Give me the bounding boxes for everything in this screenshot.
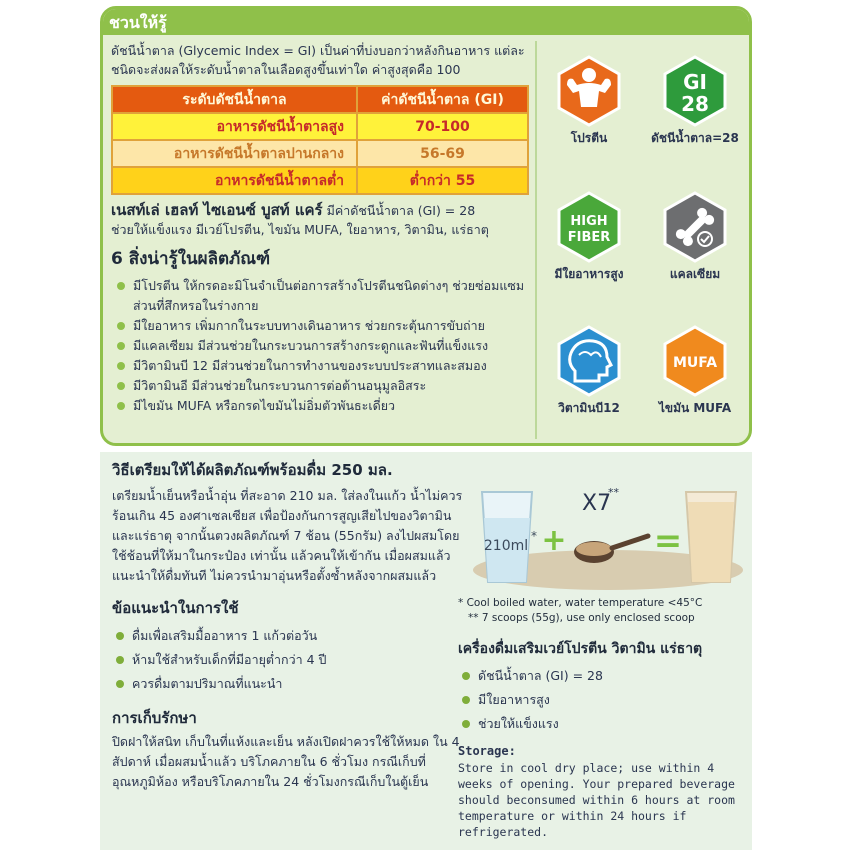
usage-left-column: [112, 458, 464, 792]
preparation-text: เตรียมน้ำเย็นหรือน้ำอุ่น ที่สะอาด 210 มล. ใส่ลงในแก้ว น้ำไม่ควรร้อนเกิน 45 องศาเซลเซียส เพื่อป้องกันการสูญเสียไปของวิตามินและแร่ธาตุ จากนั้นตวงผลิตภัณฑ์ 7 ช้อน (55กรัม) ลงไปผสมโดยใช้ช้อนที่ให้มาในกระป๋อง เท่านั้น แล้วคนให้เข้ากัน เมื่อผสมแล้วแนะนำให้ดื่มทันที ไม่ควรนำมาอุ่นหรือตั้งซ้ำหลังจากผสมแล้ว: [112, 488, 463, 583]
gi-table-level: อาหารดัชนีน้ำตาลปานกลาง: [112, 140, 357, 167]
badge-mufa: [645, 325, 745, 418]
gi-table-value: ต่ำกว่า 55: [357, 167, 528, 194]
gi-table-header-level: ระดับดัชนีน้ำตาล: [112, 86, 357, 113]
info-left-column: [111, 41, 529, 416]
list-item: ดื่มเพื่อเสริมมื้ออาหาร 1 แก้วต่อวัน: [112, 624, 464, 648]
list-item: มีวิตามินบี 12 มีส่วนช่วยในการทำงานของระบบประสาทและสมอง: [111, 356, 529, 376]
gi-table-level: อาหารดัชนีน้ำตาลสูง: [112, 113, 357, 140]
gi-table-row: [112, 113, 528, 140]
preparation-title: วิธีเตรียมให้ได้ผลิตภัณฑ์พร้อมดื่ม 250 มล.: [112, 461, 393, 479]
usage-panel: [100, 452, 752, 850]
gi-badge-text: GI: [683, 70, 707, 94]
preparation-illustration-svg: [458, 470, 748, 590]
scoop-handle: [612, 536, 648, 548]
vitamin-b12-brain-icon: [553, 325, 625, 397]
scoop-powder: [576, 542, 612, 556]
storage-title-en: Storage:: [458, 744, 516, 758]
gi-table-row: [112, 167, 528, 194]
list-item: ดัชนีน้ำตาล (GI) = 28: [458, 664, 748, 688]
badge-label: ไขมัน MUFA: [658, 401, 732, 415]
list-item: มีไขมัน MUFA หรือกรดไขมันไม่อิ่มตัวพันธะเดี่ยว: [111, 396, 529, 416]
product-name: เนสท์เล่ เฮลท์ ไซเอนซ์ บูสท์ แคร์: [111, 201, 323, 219]
mufa-icon: [659, 325, 731, 397]
water-star: *: [531, 529, 537, 543]
gi-intro-text: ดัชนีน้ำตาล (Glycemic Index = GI) เป็นค่าที่บ่งบอกว่าหลังกินอาหาร แต่ละชนิดจะส่งผลให้ระดับน้ำตาลในเลือดสูงขึ้นเท่าใด ค่าสูงสุดคือ 100: [111, 43, 525, 77]
storage-title-th: การเก็บรักษา: [112, 709, 197, 727]
badge-label: มีใยอาหารสูง: [554, 267, 624, 281]
fiber-badge-text-2: FIBER: [567, 230, 611, 245]
advice-list: [112, 624, 464, 696]
milk-fill: [688, 502, 734, 582]
usage-right-column: [458, 470, 748, 840]
badge-protein: [539, 55, 639, 148]
info-panel-title: ชวนให้รู้: [109, 13, 167, 32]
list-item: ห้ามใช้สำหรับเด็กที่มีอายุต่ำกว่า 4 ปี: [112, 648, 464, 672]
gi-table-value: 56-69: [357, 140, 528, 167]
beverage-title: เครื่องดื่มเสริมเวย์โปรตีน วิตามิน แร่ธาตุ: [458, 641, 703, 657]
gi-badge-number: 28: [681, 92, 709, 116]
gi-table-row: [112, 140, 528, 167]
info-panel: [100, 6, 752, 446]
list-item: มีใยอาหาร เพิ่มกากในระบบทางเดินอาหาร ช่วยกระตุ้นการขับถ่าย: [111, 316, 529, 336]
scoop-count-label: X7: [582, 491, 612, 516]
badge-label: วิตามินบี12: [558, 401, 620, 415]
six-facts-title: 6 สิ่งน่ารู้ในผลิตภัณฑ์: [111, 249, 271, 269]
storage-text-en: Store in cool dry place; use within 4 weeks of opening. Your prepared beverage should beconsumed within 6 hours at room temperature or within 24 hours if refrigerated.: [458, 761, 735, 839]
list-item: มีแคลเซียม มีส่วนช่วยในกระบวนการสร้างกระดูกและฟันที่แข็งแรง: [111, 336, 529, 356]
six-facts-list: [111, 276, 529, 416]
high-fiber-icon: [553, 191, 625, 263]
protein-muscle-icon: [553, 55, 625, 127]
list-item: ควรดื่มตามปริมาณที่แนะนำ: [112, 672, 464, 696]
equals-sign: =: [653, 521, 683, 561]
badge-label: แคลเซียม: [669, 267, 721, 281]
badge-label: โปรตีน: [570, 131, 608, 145]
list-item: มีใยอาหารสูง: [458, 688, 748, 712]
gi-table: [111, 85, 529, 195]
badge-calcium: [645, 191, 745, 284]
badge-vitamin-b12: [539, 325, 639, 418]
beverage-list: [458, 664, 748, 736]
list-item: มีโปรตีน ให้กรดอะมิโนจำเป็นต่อการสร้างโปรตีนชนิดต่างๆ ช่วยซ่อมแซมส่วนที่สึกหรอในร่างกาย: [111, 276, 529, 316]
info-panel-header: [103, 9, 749, 35]
badge-fiber: [539, 191, 639, 284]
product-description: [111, 201, 529, 239]
gi-table-header-row: [112, 86, 528, 113]
fiber-badge-text-1: HIGH: [570, 214, 608, 229]
calcium-bone-icon: [659, 191, 731, 263]
preparation-illustration: [458, 470, 748, 590]
list-item: ช่วยให้แข็งแรง: [458, 712, 748, 736]
gi-table-value: 70-100: [357, 113, 528, 140]
gi-table-level: อาหารดัชนีน้ำตาลต่ำ: [112, 167, 357, 194]
gi-table-header-value: ค่าดัชนีน้ำตาล (GI): [357, 86, 528, 113]
badge-grid: [535, 41, 749, 439]
advice-title: ข้อแนะนำในการใช้: [112, 599, 239, 617]
plus-sign: +: [541, 523, 567, 558]
gi-28-icon: [659, 55, 731, 127]
scoop-star: **: [608, 486, 619, 499]
badge-label: ดัชนีน้ำตาล=28: [651, 131, 739, 145]
water-footnote: * Cool boiled water, water temperature <45°C: [458, 597, 703, 609]
badge-gi: [645, 55, 745, 148]
water-amount-label: 210ml: [483, 538, 529, 554]
storage-text-th: ปิดฝาให้สนิท เก็บในที่แห้งและเย็น หลังเปิดฝาควรใช้ให้หมด ใน 4 สัปดาห์ เมื่อผสมน้ำแล้ว บริโภคภายใน 6 ชั่วโมง กรณีเก็บที่อุณหภูมิห้อง หรือบริโภคภายใน 24 ชั่วโมงกรณีเก็บในตู้เย็น: [112, 734, 460, 789]
mufa-badge-text: MUFA: [672, 355, 718, 371]
list-item: มีวิตามินอี มีส่วนช่วยในกระบวนการต่อต้านอนุมูลอิสระ: [111, 376, 529, 396]
product-gi-text: มีค่าดัชนีน้ำตาล (GI) = 28: [322, 203, 476, 218]
scoop-footnote: ** 7 scoops (55g), use only enclosed scoop: [468, 612, 695, 624]
product-benefit-text: ช่วยให้แข็งแรง มีเวย์โปรตีน, ไขมัน MUFA, ใยอาหาร, วิตามิน, แร่ธาตุ: [111, 222, 489, 237]
